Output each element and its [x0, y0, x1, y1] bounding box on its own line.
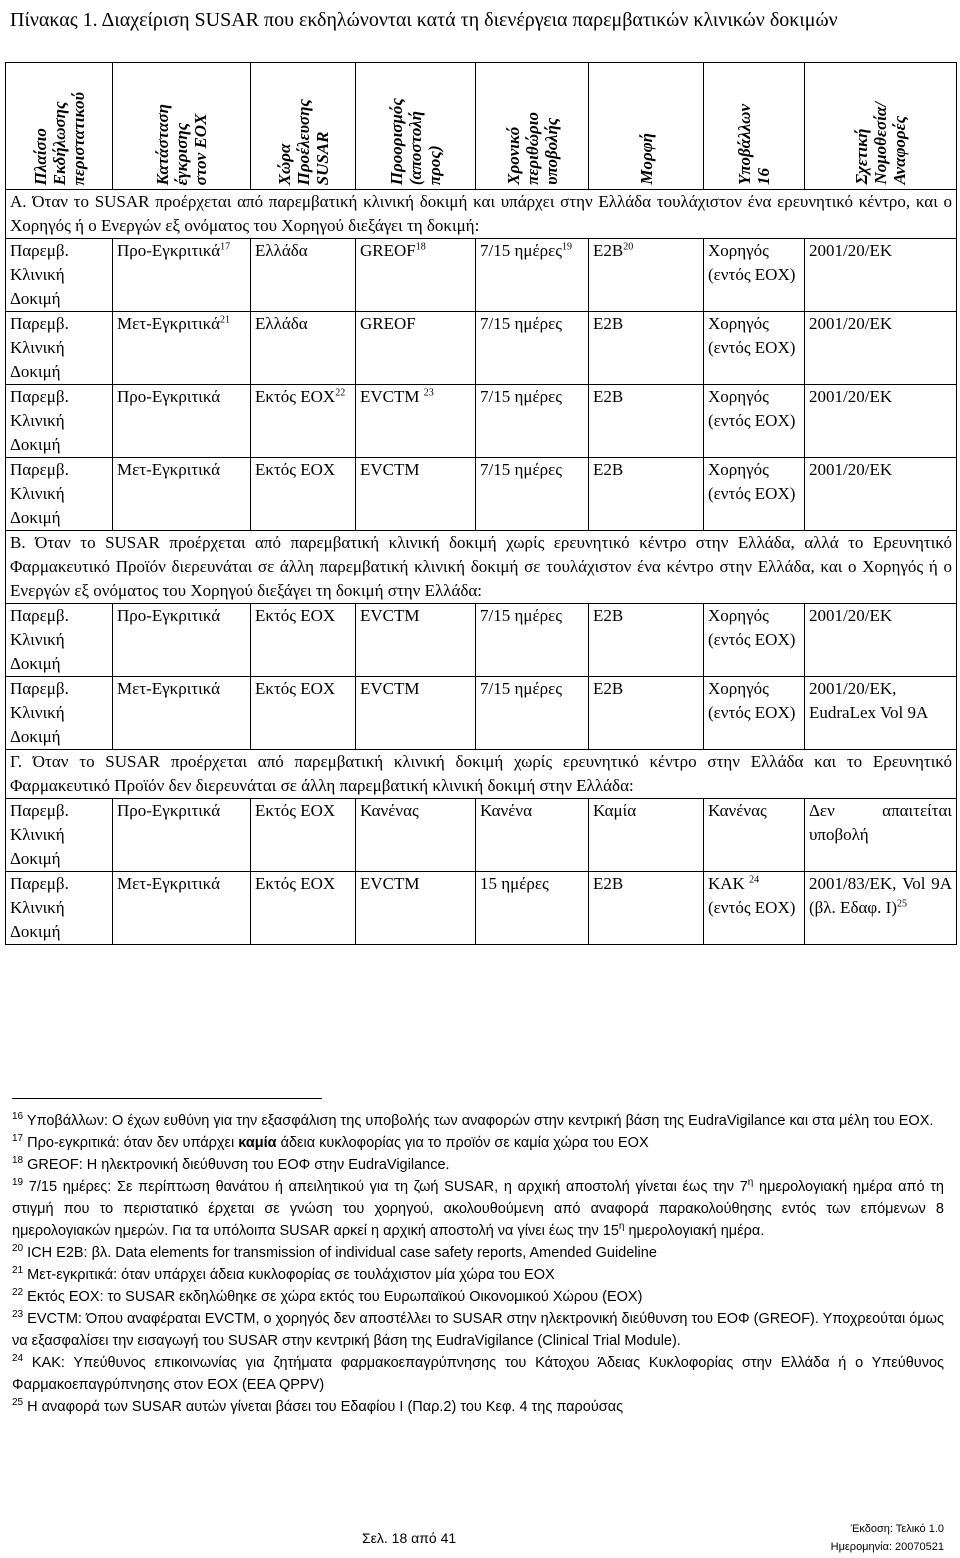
table-cell: Παρεμβ. Κλινική Δοκιμή [6, 677, 113, 750]
table-cell: Παρεμβ. Κλινική Δοκιμή [6, 239, 113, 312]
table-row [6, 677, 957, 750]
table-cell: Εκτός ΕΟΧ$^{22}$ [251, 385, 356, 458]
table-cell: Προ-Εγκριτικά [113, 604, 251, 677]
table-cell: Μετ-Εγκριτικά$^{21}$ [113, 312, 251, 385]
table-cell: Χορηγός (εντός ΕΟΧ) [704, 677, 805, 750]
table-cell: 7/15 ημέρες [476, 312, 589, 385]
table-cell: EVCTM [356, 458, 476, 531]
table-cell: Εκτός ΕΟΧ [251, 458, 356, 531]
date-label: Ημερομηνία: 20070521 [830, 1541, 944, 1553]
table-cell: Εκτός ΕΟΧ [251, 799, 356, 872]
table-cell: E2B [589, 872, 704, 945]
header-row [6, 63, 957, 190]
table-row [6, 239, 957, 312]
table-cell: EVCTM [356, 872, 476, 945]
table-cell: 2001/20/ΕΚ [805, 312, 957, 385]
column-header-label: Υποβάλλων 16 [735, 104, 773, 185]
table-cell: Μετ-Εγκριτικά [113, 458, 251, 531]
table-cell: E2B [589, 458, 704, 531]
footnote-divider [12, 1098, 322, 1099]
table-cell: ΚΑΚ $^{24}$ (εντός ΕΟΧ) [704, 872, 805, 945]
table-cell: Εκτός ΕΟΧ [251, 604, 356, 677]
table-cell: Δεν απαιτείται υποβολή [805, 799, 957, 872]
section-heading: Γ. Όταν το SUSAR προέρχεται από παρεμβατική κλινική δοκιμή χωρίς ερευνητικό κέντρο στην Ελλάδα και το Ερευνητικό Φαρμακευτικό Προϊόν δεν διερευνάται σε άλλη παρεμβατική κλινική δοκιμή στην Ελλάδα: [6, 750, 957, 799]
table-cell: 7/15 ημέρες [476, 458, 589, 531]
table-cell: Παρεμβ. Κλινική Δοκιμή [6, 799, 113, 872]
table-cell: Χορηγός (εντός ΕΟΧ) [704, 604, 805, 677]
column-header [356, 63, 476, 190]
table-cell: E2B [589, 677, 704, 750]
column-header-label: Κατάσταση έγκρισης στον ΕΟΧ [153, 103, 210, 185]
column-header [113, 63, 251, 190]
table-cell: Ελλάδα [251, 239, 356, 312]
column-header [589, 63, 704, 190]
table-cell: Κανένας [704, 799, 805, 872]
table-cell: E2B [589, 385, 704, 458]
column-header-label: Μορφή [636, 133, 656, 185]
table-cell: GREOF$^{18}$ [356, 239, 476, 312]
table-cell: GREOF [356, 312, 476, 385]
table-cell: Μετ-Εγκριτικά [113, 872, 251, 945]
table-cell: Ελλάδα [251, 312, 356, 385]
table-cell: Εκτός ΕΟΧ [251, 872, 356, 945]
column-header-label: Σχετική Νομοθεσία/ Αναφορές [852, 102, 909, 185]
table-body [6, 190, 957, 945]
table-cell: Κανένα [476, 799, 589, 872]
table-cell: 2001/20/ΕΚ [805, 385, 957, 458]
column-header-label: Προορισμός (αποστολή προς) [387, 97, 444, 185]
susar-table [5, 62, 957, 945]
table-cell: Χορηγός (εντός ΕΟΧ) [704, 239, 805, 312]
table-cell: Προ-Εγκριτικά [113, 799, 251, 872]
footnote: $^{25}$ Η αναφορά των SUSAR αυτών γίνεται βάσει του Εδαφίου Ι (Παρ.2) του Κεφ. 4 της παρούσας [12, 1397, 624, 1415]
table-cell: Παρεμβ. Κλινική Δοκιμή [6, 872, 113, 945]
section-heading-row [6, 190, 957, 239]
table-row [6, 604, 957, 677]
footnotes [12, 1110, 944, 1418]
table-cell: 7/15 ημέρες [476, 604, 589, 677]
table-row [6, 458, 957, 531]
version-label: Έκδοση: Τελικό 1.0 [850, 1523, 944, 1535]
table-cell: E2B [589, 604, 704, 677]
table-cell: 2001/20/ΕΚ [805, 458, 957, 531]
table-cell: Παρεμβ. Κλινική Δοκιμή [6, 458, 113, 531]
table-cell: Καμία [589, 799, 704, 872]
table-cell: Χορηγός (εντός ΕΟΧ) [704, 385, 805, 458]
footnote: $^{19}$ 7/15 ημέρες: Σε περίπτωση θανάτου ή απειλητικού για τη ζωή SUSAR, η αρχική αποστολή γίνεται έως την $7^\eta$ ημερολογιακή ημέρα από τη στιγμή που το περιστατικό έρχεται σε γνώση του χορηγού, ακολουθούμενη από αναφορά παρακολούθησης εντός των επόμενων 8 ημερολογιακών ημερών. Για τα υπόλοιπα SUSAR αρκεί η αρχική αποστολή να γίνει έως την $15^\eta$ ημερολογιακή ημέρα. [12, 1177, 944, 1239]
table-cell: EVCTM $^{23}$ [356, 385, 476, 458]
column-header [704, 63, 805, 190]
footnote: $^{22}$ Εκτός ΕΟΧ: το SUSAR εκδηλώθηκε σε χώρα εκτός του Ευρωπαϊκού Οικονομικού Χώρου (ΕΟΧ) [12, 1287, 643, 1305]
footnote: $^{24}$ ΚΑΚ: Υπεύθυνος επικοινωνίας για ζητήματα φαρμακοεπαγρύπνησης του Κάτοχου Άδειας Κυκλοφορίας στην Ελλάδα ή ο Υπεύθυνος Φαρμακοεπαγρύπνησης στον ΕΟΧ (EEA QPPV) [12, 1353, 944, 1393]
footnote: $^{16}$ Υποβάλλων: Ο έχων ευθύνη για την εξασφάλιση της υποβολής των αναφορών στην κεντρική βάση της EudraVigilance και στα μέλη του ΕΟΧ. [12, 1111, 934, 1129]
table-row [6, 385, 957, 458]
footnote: $^{21}$ Μετ-εγκριτικά: όταν υπάρχει άδεια κυκλοφορίας σε τουλάχιστον μία χώρα του ΕΟΧ [12, 1265, 555, 1283]
table-cell: Προ-Εγκριτικά$^{17}$ [113, 239, 251, 312]
section-heading-row [6, 750, 957, 799]
table-cell: 7/15 ημέρες$^{19}$ [476, 239, 589, 312]
table-cell: Κανένας [356, 799, 476, 872]
footnote: $^{20}$ ICH E2B: βλ. Data elements for transmission of individual case safety reports, Amended Guideline [12, 1243, 657, 1261]
table-row [6, 312, 957, 385]
column-header [6, 63, 113, 190]
column-header [251, 63, 356, 190]
table-cell: Χορηγός (εντός ΕΟΧ) [704, 458, 805, 531]
footnote: $^{18}$ GREOF: Η ηλεκτρονική διεύθυνση του ΕΟΦ στην EudraVigilance. [12, 1155, 450, 1173]
table-cell: EVCTM [356, 677, 476, 750]
section-heading: Β. Όταν το SUSAR προέρχεται από παρεμβατική κλινική δοκιμή χωρίς ερευνητικό κέντρο στην Ελλάδα, αλλά το Ερευνητικό Φαρμακευτικό Προϊόν διερευνάται σε άλλη παρεμβατική κλινική δοκιμή σε τουλάχιστον ένα κέντρο στην Ελλάδα, και ο Χορηγός ή ο Ενεργών εξ ονόματος του Χορηγού διεξάγει τη δοκιμή στην Ελλάδα: [6, 531, 957, 604]
section-heading: Α. Όταν το SUSAR προέρχεται από παρεμβατική κλινική δοκιμή και υπάρχει στην Ελλάδα τουλάχιστον ένα ερευνητικό κέντρο, και ο Χορηγός ή ο Ενεργών εξ ονόματος του Χορηγού διεξάγει τη δοκιμή: [6, 190, 957, 239]
footnote: $^{23}$ EVCTM: Όπου αναφέραται EVCTM, ο χορηγός δεν αποστέλλει το SUSAR στην ηλεκτρονική διεύθυνση του ΕΟΦ (GREOF). Υποχρεούται όμως να εξασφαλίσει την εισαγωγή του SUSAR στην κεντρική βάση της EudraVigilance (Clinical Trial Module). [12, 1309, 944, 1349]
footnote: $^{17}$ Προ-εγκριτικά: όταν δεν υπάρχει καμία άδεια κυκλοφορίας για το προϊόν σε καμία χώρα του ΕΟΧ [12, 1133, 649, 1151]
page-title: Πίνακας 1. Διαχείριση SUSAR που εκδηλώνονται κατά τη διενέργεια παρεμβατικών κλινικών δοκιμών [10, 9, 838, 31]
table-cell: Παρεμβ. Κλινική Δοκιμή [6, 385, 113, 458]
table-row [6, 799, 957, 872]
table-row [6, 872, 957, 945]
table-cell: Εκτός ΕΟΧ [251, 677, 356, 750]
table-cell: $E2B^{20}$ [589, 239, 704, 312]
table-cell: E2B [589, 312, 704, 385]
table-cell: 7/15 ημέρες [476, 385, 589, 458]
table-cell: 2001/20/ΕΚ [805, 239, 957, 312]
version-info [831, 1520, 944, 1556]
table-cell: 2001/83/ΕΚ, Vol 9A (βλ. Εδαφ. Ι)$^{25}$ [805, 872, 957, 945]
table-cell: 7/15 ημέρες [476, 677, 589, 750]
table-cell: 15 ημέρες [476, 872, 589, 945]
table-cell: Προ-Εγκριτικά [113, 385, 251, 458]
column-header-label: Χώρα Προέλευσης SUSAR [274, 98, 332, 185]
table-cell: Μετ-Εγκριτικά [113, 677, 251, 750]
table-cell: Παρεμβ. Κλινική Δοκιμή [6, 312, 113, 385]
column-header [476, 63, 589, 190]
column-header-label: Χρονικό περιθώριο υποβολής [503, 112, 561, 185]
table-cell: 2001/20/ΕΚ [805, 604, 957, 677]
column-header-label: Πλαίσιο Εκδήλωσης περιστατικού [30, 91, 88, 185]
table-cell: Παρεμβ. Κλινική Δοκιμή [6, 604, 113, 677]
section-heading-row [6, 531, 957, 604]
page-number: Σελ. 18 από 41 [362, 1530, 457, 1546]
table-cell: Χορηγός (εντός ΕΟΧ) [704, 312, 805, 385]
column-header [805, 63, 957, 190]
table-cell: EVCTM [356, 604, 476, 677]
table-cell: 2001/20/ΕΚ, EudraLex Vol 9A [805, 677, 957, 750]
